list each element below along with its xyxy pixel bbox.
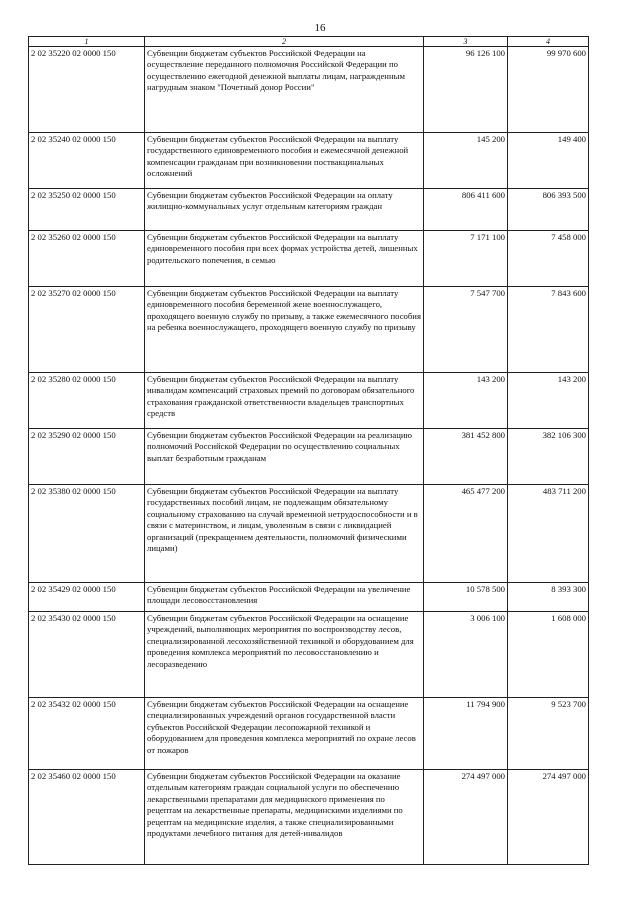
budget-code-cell: 2 02 35430 02 0000 150 <box>29 612 145 698</box>
amount-col3-cell: 381 452 800 <box>424 429 508 485</box>
table-row <box>29 485 589 583</box>
table-row <box>29 189 589 231</box>
column-number-1: 1 <box>29 37 145 47</box>
column-number-row <box>29 37 589 47</box>
description-cell: Субвенции бюджетам субъектов Российской Федерации на оснащение специализированных учреждений органов государственной власти субъектов Российской Федерации лесопожарной техникой и оборудованием для проведения комплекса мероприятий по охране лесов от пожаров <box>145 698 424 770</box>
amount-col4-cell: 1 608 000 <box>508 612 589 698</box>
description-cell: Субвенции бюджетам субъектов Российской Федерации на увеличение площади лесовосстановления <box>145 583 424 612</box>
amount-col4-cell: 99 970 600 <box>508 47 589 133</box>
description-cell: Субвенции бюджетам субъектов Российской Федерации на оказание отдельным категориям граждан социальной услуги по обеспечению лекарственными препаратами для медицинского применения по рецептам на лекарственные препараты, медицинскими изделиями по рецептам на медицинские изделия, а также специализированными продуктами лечебного питания для детей-инвалидов <box>145 770 424 865</box>
description-cell: Субвенции бюджетам субъектов Российской Федерации на оплату жилищно-коммунальных услуг отдельным категориям граждан <box>145 189 424 231</box>
budget-code-cell: 2 02 35432 02 0000 150 <box>29 698 145 770</box>
amount-col3-cell: 274 497 000 <box>424 770 508 865</box>
description-cell: Субвенции бюджетам субъектов Российской Федерации на выплату единовременного пособия при всех формах устройства детей, лишенных родительского попечения, в семью <box>145 231 424 287</box>
amount-col3-cell: 143 200 <box>424 373 508 429</box>
column-number-4: 4 <box>508 37 589 47</box>
amount-col4-cell: 483 711 200 <box>508 485 589 583</box>
budget-code-cell: 2 02 35260 02 0000 150 <box>29 231 145 287</box>
budget-code-cell: 2 02 35220 02 0000 150 <box>29 47 145 133</box>
amount-col3-cell: 806 411 600 <box>424 189 508 231</box>
budget-code-cell: 2 02 35270 02 0000 150 <box>29 287 145 373</box>
table-row <box>29 133 589 189</box>
description-cell: Субвенции бюджетам субъектов Российской Федерации на выплату государственного единовременного пособия и ежемесячной денежной компенсации гражданам при возникновении поствакцинальных осложнений <box>145 133 424 189</box>
description-cell: Субвенции бюджетам субъектов Российской Федерации на реализацию полномочий Российской Федерации по осуществлению социальных выплат безработным гражданам <box>145 429 424 485</box>
column-number-2: 2 <box>145 37 424 47</box>
description-cell: Субвенции бюджетам субъектов Российской Федерации на выплату государственных пособий лицам, не подлежащим обязательному социальному страхованию на случай временной нетрудоспособности и в связи с материнством, и лицам, уволенным в связи с ликвидацией организаций (прекращением деятельности, полномочий физическими лицами) <box>145 485 424 583</box>
amount-col3-cell: 145 200 <box>424 133 508 189</box>
amount-col3-cell: 96 126 100 <box>424 47 508 133</box>
budget-code-cell: 2 02 35250 02 0000 150 <box>29 189 145 231</box>
amount-col3-cell: 10 578 500 <box>424 583 508 612</box>
amount-col4-cell: 8 393 300 <box>508 583 589 612</box>
table-row <box>29 287 589 373</box>
amount-col4-cell: 274 497 000 <box>508 770 589 865</box>
amount-col4-cell: 806 393 500 <box>508 189 589 231</box>
description-cell: Субвенции бюджетам субъектов Российской Федерации на оснащение учреждений, выполняющих мероприятия по воспроизводству лесов, специализированной лесохозяйственной техникой и оборудованием для проведения комплекса мероприятий по лесовосстановлению и лесоразведению <box>145 612 424 698</box>
amount-col3-cell: 11 794 900 <box>424 698 508 770</box>
table-row <box>29 373 589 429</box>
amount-col4-cell: 143 200 <box>508 373 589 429</box>
amount-col4-cell: 7 458 000 <box>508 231 589 287</box>
amount-col3-cell: 3 006 100 <box>424 612 508 698</box>
budget-code-cell: 2 02 35240 02 0000 150 <box>29 133 145 189</box>
table-row <box>29 47 589 133</box>
description-cell: Субвенции бюджетам субъектов Российской Федерации на осуществление переданного полномочия Российской Федерации по осуществлению ежегодной денежной выплаты лицам, награжденным нагрудным знаком "Почетный донор России" <box>145 47 424 133</box>
amount-col3-cell: 7 171 100 <box>424 231 508 287</box>
table-row <box>29 612 589 698</box>
budget-code-cell: 2 02 35460 02 0000 150 <box>29 770 145 865</box>
amount-col3-cell: 465 477 200 <box>424 485 508 583</box>
budget-code-cell: 2 02 35380 02 0000 150 <box>29 485 145 583</box>
amount-col4-cell: 7 843 600 <box>508 287 589 373</box>
amount-col4-cell: 382 106 300 <box>508 429 589 485</box>
table-row <box>29 231 589 287</box>
description-cell: Субвенции бюджетам субъектов Российской Федерации на выплату инвалидам компенсаций страховых премий по договорам обязательного страхования гражданской ответственности владельцев транспортных средств <box>145 373 424 429</box>
budget-table <box>28 36 589 865</box>
table-row <box>29 583 589 612</box>
table-row <box>29 698 589 770</box>
budget-code-cell: 2 02 35290 02 0000 150 <box>29 429 145 485</box>
budget-code-cell: 2 02 35280 02 0000 150 <box>29 373 145 429</box>
table-row <box>29 429 589 485</box>
amount-col4-cell: 149 400 <box>508 133 589 189</box>
page-number: 16 <box>314 22 326 34</box>
amount-col3-cell: 7 547 700 <box>424 287 508 373</box>
table-row <box>29 770 589 865</box>
budget-code-cell: 2 02 35429 02 0000 150 <box>29 583 145 612</box>
amount-col4-cell: 9 523 700 <box>508 698 589 770</box>
column-number-3: 3 <box>424 37 508 47</box>
description-cell: Субвенции бюджетам субъектов Российской Федерации на выплату единовременного пособия беременной жене военнослужащего, проходящего военную службу по призыву, а также ежемесячного пособия на ребенка военнослужащего, проходящего военную службу по призыву <box>145 287 424 373</box>
